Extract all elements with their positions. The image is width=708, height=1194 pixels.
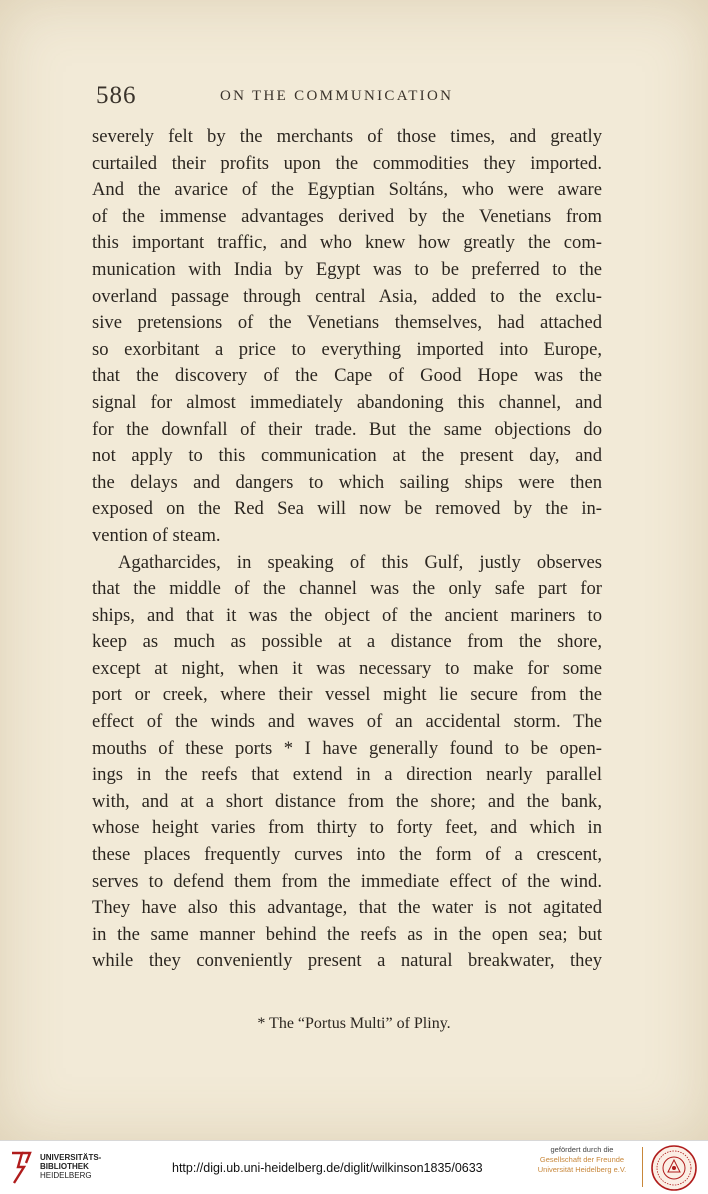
library-name-line: HEIDELBERG [40, 1171, 92, 1180]
body-text [92, 124, 602, 975]
text-line: while they conveniently present a natural breakwater, they [92, 950, 602, 972]
text-line: of the immense advantages derived by the Venetians from [92, 205, 602, 227]
text-line: overland passage through central Asia, added to the exclu- [92, 285, 602, 307]
text-line: And the avarice of the Egyptian Soltáns, who were aware [92, 179, 602, 201]
text-line: these places frequently curves into the form of a crescent, [92, 844, 602, 866]
sponsor-name: Gesellschaft der Freunde [539, 1155, 625, 1164]
text-line: severely felt by the merchants of those times, and greatly [92, 126, 602, 147]
text-line: curtailed their profits upon the commodities they imported. [92, 152, 602, 174]
footer-divider [642, 1147, 643, 1187]
sponsor-block[interactable] [524, 1145, 640, 1175]
sponsor-label: gefördert durch die [550, 1145, 614, 1154]
text-line: port or creek, where their vessel might lie secure from the [92, 684, 602, 706]
text-line: ings in the reefs that extend in a direction nearly parallel [92, 764, 602, 786]
text-line: that the middle of the channel was the only safe part for [92, 578, 602, 600]
text-line: exposed on the Red Sea will now be removed by the in- [92, 498, 602, 520]
text-line: with, and at a short distance from the shore; and the bank, [92, 790, 602, 812]
page-number: 586 [96, 82, 137, 109]
text-line: not apply to this communication at the present day, and [92, 445, 602, 467]
library-name-line: BIBLIOTHEK [40, 1162, 89, 1171]
library-name-line: UNIVERSITÄTS- [40, 1153, 102, 1162]
text-line: keep as much as possible at a distance from the shore, [92, 631, 602, 653]
text-line: for the downfall of their trade. But the same objections do [92, 418, 602, 440]
text-line: except at night, when it was necessary to make for some [92, 657, 602, 679]
text-line: this important traffic, and who knew how greatly the com- [92, 232, 602, 254]
text-line: vention of steam. [92, 524, 221, 546]
viewer-footer [0, 1140, 708, 1194]
university-library-logo-icon[interactable] [8, 1149, 34, 1185]
footnote: * The “Portus Multi” of Pliny. [257, 1015, 451, 1032]
text-line: They have also this advantage, that the water is not agitated [92, 897, 602, 919]
permalink-url[interactable]: http://digi.ub.uni-heidelberg.de/diglit/wilkinson1835/0633 [172, 1161, 483, 1175]
text-line: serves to defend them from the immediate effect of the wind. [92, 870, 602, 892]
running-head: ON THE COMMUNICATION [220, 88, 454, 104]
text-line: the delays and dangers to which sailing ships were then [92, 471, 602, 493]
text-line: sive pretensions of the Venetians themselves, had attached [92, 312, 602, 334]
text-line: Agatharcides, in speaking of this Gulf, justly observes [118, 551, 602, 573]
sponsor-name: Universität Heidelberg e.V. [537, 1165, 627, 1174]
text-line: whose height varies from thirty to forty feet, and which in [92, 817, 602, 839]
text-line: ships, and that it was the object of the ancient mariners to [92, 604, 602, 626]
text-line: effect of the winds and waves of an accidental storm. The [92, 711, 602, 733]
text-line: mouths of these ports * I have generally found to be open- [92, 737, 602, 759]
library-name [40, 1153, 101, 1180]
text-line: in the same manner behind the reefs as in the open sea; but [92, 923, 602, 945]
text-line: so exorbitant a price to everything imported into Europe, [92, 338, 602, 360]
text-line: munication with India by Egypt was to be preferred to the [92, 258, 602, 280]
text-line: signal for almost immediately abandoning this channel, and [92, 391, 602, 413]
text-line: that the discovery of the Cape of Good Hope was the [92, 365, 602, 387]
university-seal-icon[interactable] [650, 1144, 698, 1192]
